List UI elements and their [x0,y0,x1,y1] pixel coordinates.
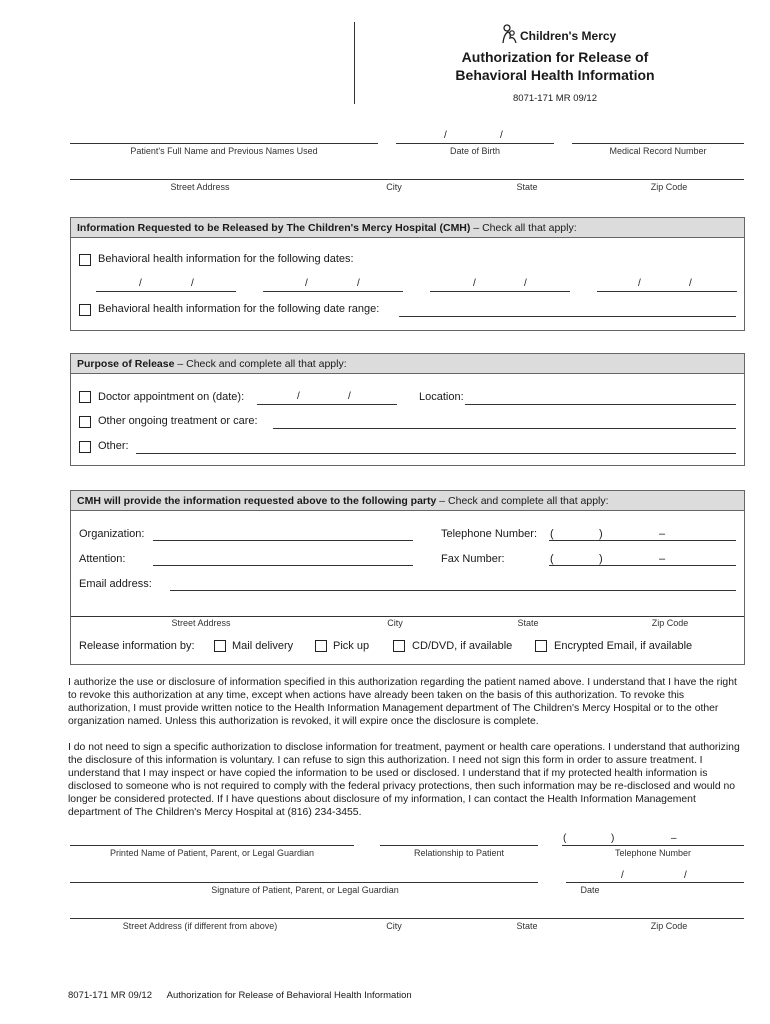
form-title-line2: Behavioral Health Information [455,67,655,83]
encrypted-email-checkbox[interactable] [535,640,547,652]
patient-name-field[interactable] [70,143,378,144]
recipient-party-section [70,490,745,665]
purpose-title: Purpose of Release [77,358,175,370]
info-requested-title: Information Requested to be Released by The Children's Mercy Hospital (CMH) [77,222,471,234]
revocation-paragraph [68,676,744,728]
dob-field[interactable] [396,143,554,144]
fax-area-code: ( [550,553,554,565]
date3-slash-2: / [524,278,527,289]
footer [68,990,412,1001]
footer-form-number: 8071-171 MR 09/12 [68,990,152,1001]
recipient-party-header [71,491,744,511]
street-label: Street Address [170,182,230,192]
sig-date-slash-1: / [621,870,624,881]
telephone-label: Telephone Number: [441,528,538,540]
purpose-header [71,354,744,374]
cd-dvd-label: CD/DVD, if available [412,640,513,652]
telephone-area-close: ) [599,528,603,540]
location-field[interactable] [465,404,736,405]
city-label: City [386,182,402,192]
relationship-field[interactable] [380,845,538,846]
telephone-area-code: ( [550,528,554,540]
pickup-checkbox[interactable] [315,640,327,652]
party-city-label: City [387,618,403,628]
other-purpose-field[interactable] [136,453,736,454]
fax-field[interactable] [549,565,736,566]
sig-phone-close-paren: ) [611,833,615,844]
patient-name-label: Patient's Full Name and Previous Names Used [130,146,318,156]
info-requested-instructions: – Check all that apply: [470,222,577,234]
sig-date-slash-2: / [684,870,687,881]
header-divider [354,22,355,104]
mrn-label: Medical Record Number [609,146,707,156]
telephone-dash: – [659,528,666,540]
recipient-party-title: CMH will provide the information requested above to the following party [77,495,437,507]
printed-name-label: Printed Name of Patient, Parent, or Legal Guardian [109,848,315,858]
signature-field[interactable] [70,882,538,883]
sig-city-label: City [386,921,402,931]
party-state-label: State [517,618,539,628]
encrypted-email-label: Encrypted Email, if available [554,640,693,652]
signature-label: Signature of Patient, Parent, or Legal Guardian [211,885,399,895]
telephone-field[interactable] [549,540,736,541]
info-requested-section [70,217,745,331]
state-label: State [516,182,538,192]
children-mercy-logo-icon [500,24,518,44]
sig-state-label: State [516,921,538,931]
ongoing-treatment-label: Other ongoing treatment or care: [98,415,258,427]
appt-slash-2: / [348,391,351,402]
organization-field[interactable] [153,540,413,541]
date2-slash-1: / [305,278,308,289]
sig-telephone-field[interactable] [562,845,744,846]
sig-telephone-label: Telephone Number [614,848,692,858]
date-range-field[interactable] [399,316,736,317]
sig-phone-dash: – [671,833,677,844]
email-label: Email address: [79,578,152,590]
date4-slash-1: / [638,278,641,289]
email-field[interactable] [170,590,736,591]
date-range-checkbox[interactable] [79,304,91,316]
release-by-label: Release information by: [79,640,195,652]
dob-slash-2: / [500,130,503,141]
printed-name-field[interactable] [70,845,354,846]
date1-slash-1: / [139,278,142,289]
pickup-label: Pick up [333,640,370,652]
sig-date-label: Date [580,885,600,895]
ongoing-treatment-checkbox[interactable] [79,416,91,428]
other-purpose-label: Other: [98,440,129,452]
location-label: Location: [419,391,464,403]
form-title [420,48,690,84]
fax-label: Fax Number: [441,553,505,565]
date1-field[interactable] [96,291,236,292]
dob-slash-1: / [444,130,447,141]
revocation-text: I authorize the use or disclosure of information specified in this authorization regarding the patient named above. I understand that I have the right to revoke this authorization at any time, except when actions have already been taken on the basis of this authorization. To revoke this authorization, I must provide written notice to the Health Information Management department of The Children's Mercy Hospital or to the other organization named. Unless this authorization is revoked, it will expire once the disclosure is complete. [68,677,737,727]
form-number: 8071-171 MR 09/12 [513,93,597,104]
ongoing-treatment-field[interactable] [273,428,736,429]
relationship-label: Relationship to Patient [413,848,505,858]
zip-label: Zip Code [650,182,688,192]
appt-slash-1: / [297,391,300,402]
mail-delivery-label: Mail delivery [232,640,294,652]
appointment-date-field[interactable] [257,404,397,405]
date3-field[interactable] [430,291,570,292]
attention-field[interactable] [153,565,413,566]
mail-delivery-checkbox[interactable] [214,640,226,652]
form-title-line1: Authorization for Release of [461,49,649,65]
date4-slash-2: / [689,278,692,289]
recipient-party-instructions: – Check and complete all that apply: [436,495,609,507]
dates-option-label: Behavioral health information for the following dates: [98,253,354,265]
footer-form-title: Authorization for Release of Behavioral Health Information [166,990,412,1001]
sig-address-field[interactable] [70,918,744,919]
info-requested-header [71,218,744,238]
party-address-field[interactable] [71,616,744,617]
date2-slash-2: / [357,278,360,289]
date2-field[interactable] [263,291,403,292]
date-range-option-label: Behavioral health information for the following date range: [98,303,380,315]
other-purpose-checkbox[interactable] [79,441,91,453]
fax-dash: – [659,553,666,565]
mrn-field[interactable] [572,143,744,144]
date4-field[interactable] [597,291,737,292]
date3-slash-1: / [473,278,476,289]
doctor-appointment-label: Doctor appointment on (date): [98,391,245,403]
dates-checkbox[interactable] [79,254,91,266]
sig-zip-label: Zip Code [650,921,688,931]
party-street-label: Street Address [171,618,231,628]
voluntary-text: I do not need to sign a specific authorization to disclose information for treatment, payment or health care operations. I understand that authorizing the disclosure of this information is voluntary. I can refuse to sign this authorization. I need not sign this form in order to assure treatment. I understand that I may inspect or have copied the information to be used or disclosed. I understand that if my protected health information is disclosed to someone who is not required to comply with the federal privacy protections, then such information may be re-disclosed and would no longer be considered protected. If I have questions about disclosure of my information, I can contact the Health Information Management department of The Children's Mercy Hospital at (816) 234-3455. [68,742,740,818]
patient-address-field[interactable] [70,179,744,180]
cd-dvd-checkbox[interactable] [393,640,405,652]
dob-label: Date of Birth [449,146,501,156]
logo-text: Children's Mercy [520,29,617,43]
purpose-section [70,353,745,466]
doctor-appointment-checkbox[interactable] [79,391,91,403]
purpose-instructions: – Check and complete all that apply: [174,358,347,370]
party-zip-label: Zip Code [651,618,689,628]
fax-area-close: ) [599,553,603,565]
voluntary-paragraph [68,741,744,819]
sig-date-field[interactable] [566,882,744,883]
sig-street-label: Street Address (if different from above) [122,921,278,931]
organization-label: Organization: [79,528,145,540]
attention-label: Attention: [79,553,126,565]
sig-phone-open-paren: ( [563,833,567,844]
date1-slash-2: / [191,278,194,289]
